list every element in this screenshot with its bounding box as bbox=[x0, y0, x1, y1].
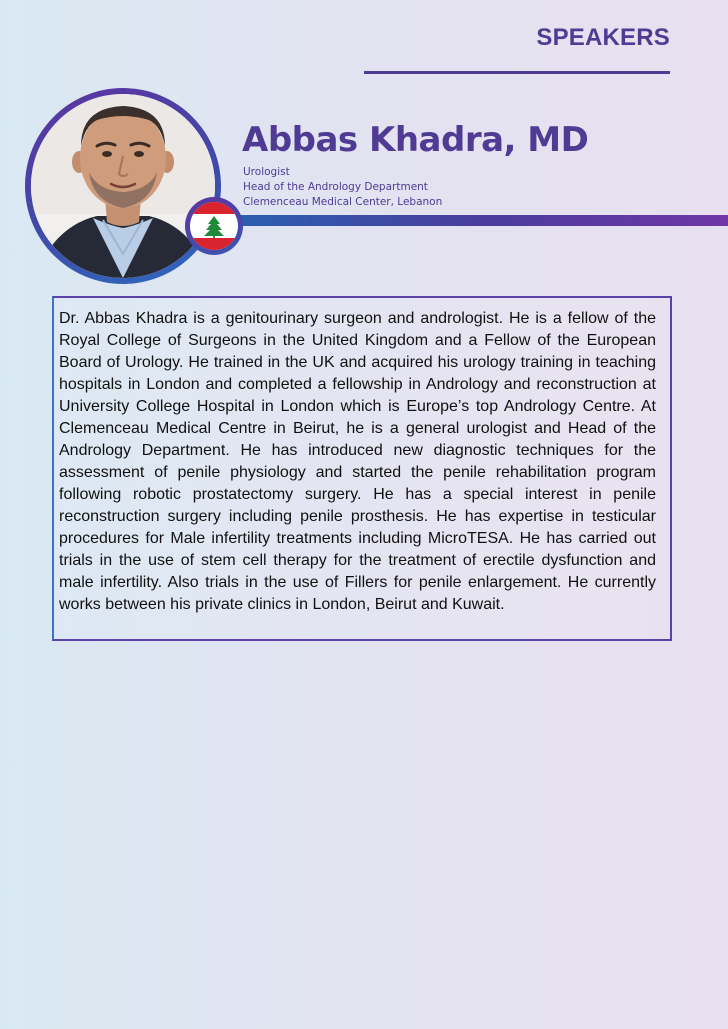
speaker-name: Abbas Khadra, MD bbox=[242, 120, 589, 160]
lebanon-flag-icon bbox=[190, 202, 238, 250]
speaker-role bbox=[243, 165, 442, 210]
section-title: SPEAKERS bbox=[536, 24, 670, 51]
speaker-role-department: Head of the Andrology Department bbox=[243, 181, 428, 193]
section-title-underline bbox=[364, 71, 670, 74]
speaker-bio: Dr. Abbas Khadra is a genitourinary surgeon and andrologist. He is a fellow of the Royal College of Surgeons in the United Kingdom and a Fellow of the European Board of Urology. He trained in the UK and acquired his urology training in teaching hospitals in London and completed a fellowship in Andrology and reconstruction at University College Hospital in London which is Europe’s top Andrology Centre. At Clemenceau Medical Centre in Beirut, he is a general urologist and Head of the Andrology Department. He has introduced new diagnostic techniques for the assessment of penile physiology and started the penile rehabilitation program following robotic prostatectomy surgery. He has a special interest in penile reconstruction surgery including penile prosthesis. He has expertise in testicular procedures for Male infertility treatments including MicroTESA. He has carried out trials in the use of stem cell therapy for the treatment of erectile dysfunction and male infertility. Also trials in the use of Fillers for penile enlargement. He currently works between his private clinics in London, Beirut and Kuwait. bbox=[59, 310, 656, 613]
speaker-photo bbox=[31, 94, 215, 278]
bio-box bbox=[52, 296, 672, 641]
flag-badge bbox=[185, 197, 243, 255]
speaker-photo-frame bbox=[25, 88, 221, 284]
speaker-role-title: Urologist bbox=[243, 166, 290, 178]
speaker-portrait-icon bbox=[31, 94, 215, 278]
flag-badge-inner bbox=[190, 202, 238, 250]
header-divider-bar bbox=[236, 215, 728, 226]
speaker-role-institution: Clemenceau Medical Center, Lebanon bbox=[243, 196, 443, 208]
